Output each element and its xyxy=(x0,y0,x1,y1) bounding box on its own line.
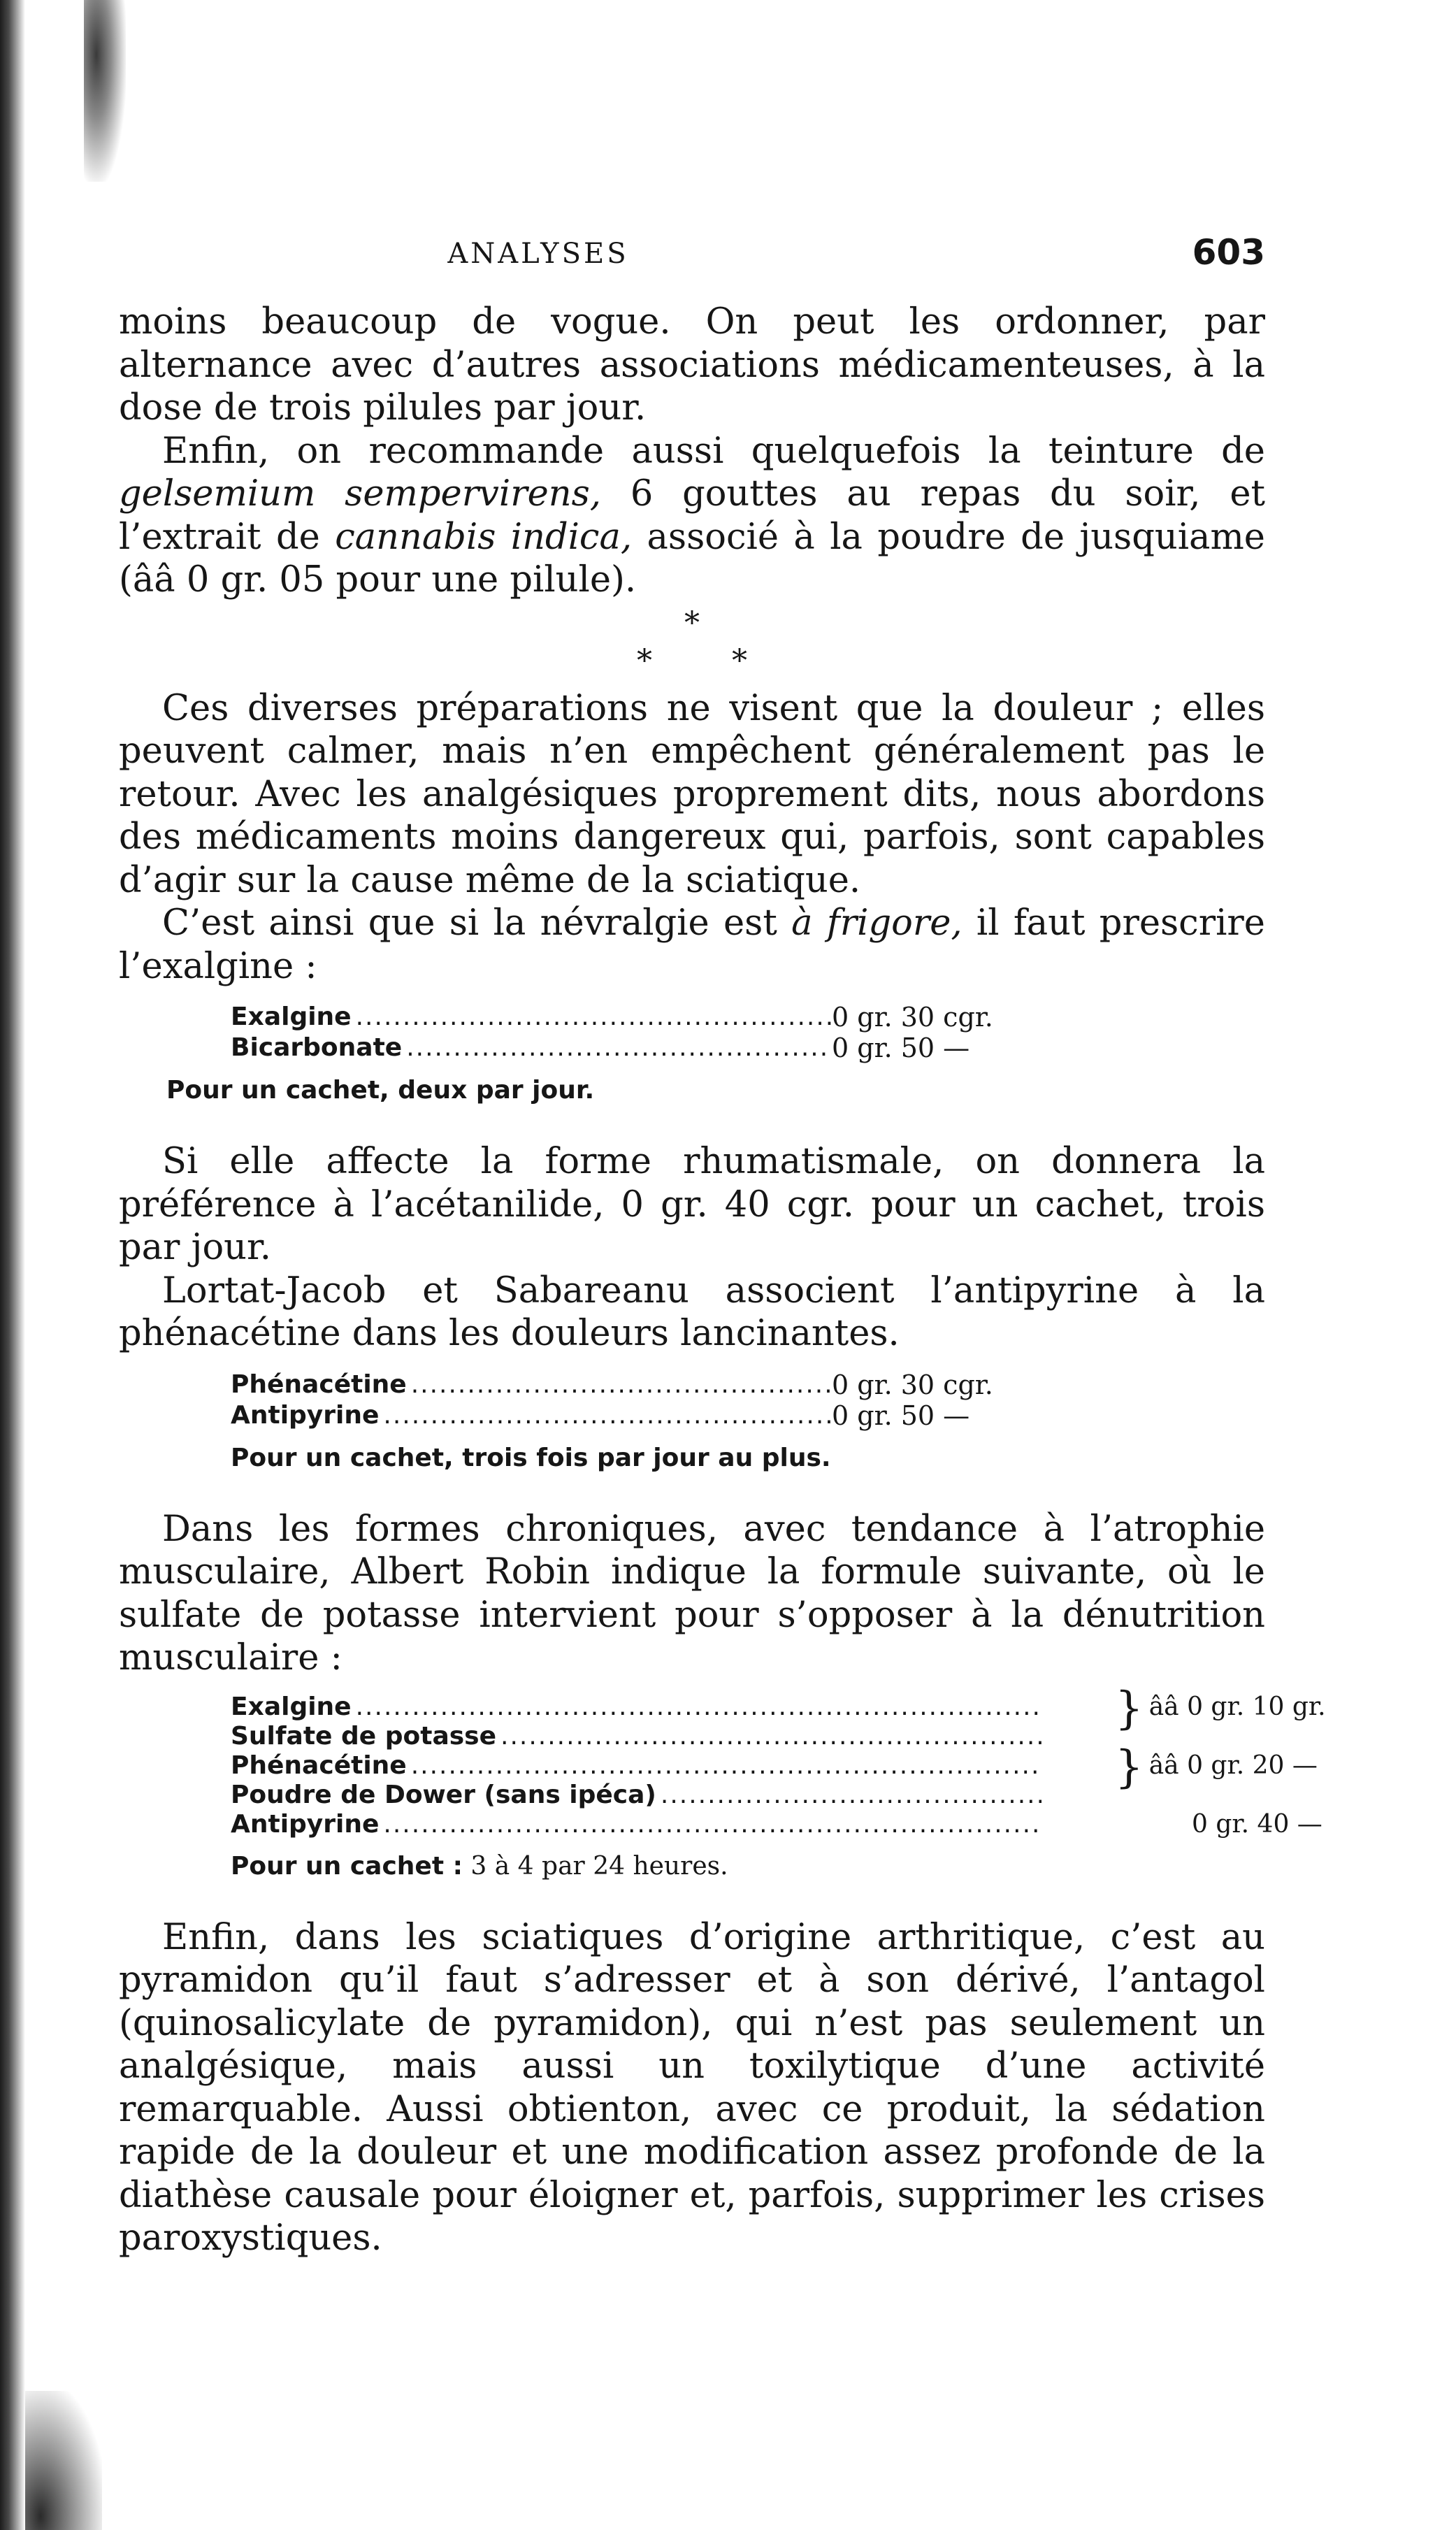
prescription-phenacetine xyxy=(231,1370,1041,1431)
paragraph-7: Dans les formes chroniques, avec tendance à l’atrophie musculaire, Albert Robin indique la formule suivante, où le sulfate de potasse intervient pour s’opposer à la dénutrition musculaire : xyxy=(119,1508,1265,1679)
grouped-quantity-2: } ââ 0 gr. 20 — xyxy=(1115,1741,1318,1793)
prescription-albert-robin xyxy=(231,1682,1326,1839)
prescription-row xyxy=(231,1781,1041,1810)
dot-leader xyxy=(379,1810,1041,1839)
scan-artifact-top xyxy=(84,0,126,182)
dot-leader xyxy=(379,1400,832,1431)
dot-leader xyxy=(352,1692,1041,1722)
prescription-note: Pour un cachet, trois fois par jour au plus. xyxy=(231,1443,831,1472)
page-number: 603 xyxy=(1192,232,1265,273)
prescription-row xyxy=(231,1722,1041,1751)
ingredient-name: Bicarbonate xyxy=(231,1033,403,1062)
running-head xyxy=(119,231,1265,301)
ingredient-quantity: 0 gr. 50 — xyxy=(832,1400,970,1431)
paragraph-2: Enfin, on recommande aussi quelquefois la teinture de gelsemium sempervirens, 6 gouttes au repas du soir, et l’extrait de cannabis indica, associé à la poudre de jusquiame (ââ 0 gr. 05 pour une pilule). xyxy=(119,430,1265,601)
ingredient-name: Phénacétine xyxy=(231,1370,407,1399)
dot-leader xyxy=(496,1722,1041,1751)
brace-glyph: } xyxy=(1115,1741,1144,1793)
prescription-row xyxy=(231,1002,1041,1033)
paragraph-3: Ces diverses préparations ne visent que la douleur ; elles peuvent calmer, mais n’en empêchent généralement pas le retour. Avec les analgésiques proprement dits, nous abordons des médicaments moins dangereux qui, parfois, sont capables d’agir sur la cause même de la sciatique. xyxy=(119,687,1265,901)
book-binding-shadow xyxy=(0,0,25,2530)
prescription-exalgine xyxy=(231,1002,1041,1063)
paragraph-8: Enfin, dans les sciatiques d’origine arthritique, c’est au pyramidon qu’il faut s’adresser et à son dérivé, l’antagol (quinosalicylate de pyramidon), qui n’est pas seulement un analgésique, mais aussi un toxilytique d’une activité remarquable. Aussi obtienton, avec ce produit, la sédation rapide de la douleur et une modification assez profonde de la diathèse causale pour éloigner et, parfois, supprimer les crises paroxystiques. xyxy=(119,1916,1265,2259)
prescription-row xyxy=(231,1033,1041,1063)
prescription-row xyxy=(231,1400,1041,1431)
ingredient-quantity: 0 gr. 30 cgr. xyxy=(832,1369,993,1400)
prescription-note: Pour un cachet, deux par jour. xyxy=(166,1076,595,1105)
emphasis-cannabis: cannabis indica, xyxy=(335,516,633,558)
prescription-row xyxy=(231,1810,1041,1839)
ingredient-name: Antipyrine xyxy=(231,1809,380,1839)
ingredient-name: Poudre de Dower (sans ipéca) xyxy=(231,1780,656,1809)
grouped-quantity-1: } ââ 0 gr. 10 gr. xyxy=(1115,1682,1326,1734)
dot-leader xyxy=(402,1033,832,1063)
ingredient-quantity: 0 gr. 30 cgr. xyxy=(832,1002,993,1033)
prescription-row xyxy=(231,1370,1041,1400)
paragraph-4: C’est ainsi que si la névralgie est à frigore, il faut prescrire l’exalgine : xyxy=(119,903,1265,987)
scan-artifact-bottom xyxy=(25,2391,102,2530)
dot-leader xyxy=(407,1370,832,1400)
dot-leader xyxy=(407,1751,1041,1781)
prescription-row xyxy=(231,1751,1041,1781)
separator-bottom-stars: * * xyxy=(637,642,782,679)
ingredient-name: Exalgine xyxy=(231,1002,352,1031)
section-separator xyxy=(119,605,1265,680)
ingredient-name: Phénacétine xyxy=(231,1751,407,1780)
prescription-note: Pour un cachet : 3 à 4 par 24 heures. xyxy=(231,1851,728,1881)
separator-top-star: * xyxy=(684,605,700,641)
running-head-title: ANALYSES xyxy=(447,238,629,270)
document-page xyxy=(119,231,1326,2260)
emphasis-a-frigore: à frigore, xyxy=(791,903,963,944)
ingredient-quantity: 0 gr. 50 — xyxy=(832,1033,970,1063)
dot-leader xyxy=(352,1002,832,1033)
prescription-row xyxy=(231,1692,1041,1722)
quantity-3: 0 gr. 40 — xyxy=(1192,1809,1322,1839)
ingredient-name: Exalgine xyxy=(231,1692,352,1721)
ingredient-name: Antipyrine xyxy=(231,1400,380,1430)
paragraph-5: Si elle affecte la forme rhumatismale, on donnera la préférence à l’acétanilide, 0 gr. 40 cgr. pour un cachet, trois par jour. xyxy=(119,1141,1265,1268)
paragraph-6: Lortat-Jacob et Sabareanu associent l’antipyrine à la phénacétine dans les douleurs lancinantes. xyxy=(119,1270,1265,1354)
ingredient-name: Sulfate de potasse xyxy=(231,1721,497,1751)
dot-leader xyxy=(656,1781,1041,1810)
brace-glyph: } xyxy=(1115,1682,1144,1734)
emphasis-gelsemium: gelsemium sempervirens, xyxy=(119,473,602,515)
paragraph-1: moins beaucoup de vogue. On peut les ordonner, par alternance avec d’autres associations médicamenteuses, à la dose de trois pilules par jour. xyxy=(119,301,1265,429)
